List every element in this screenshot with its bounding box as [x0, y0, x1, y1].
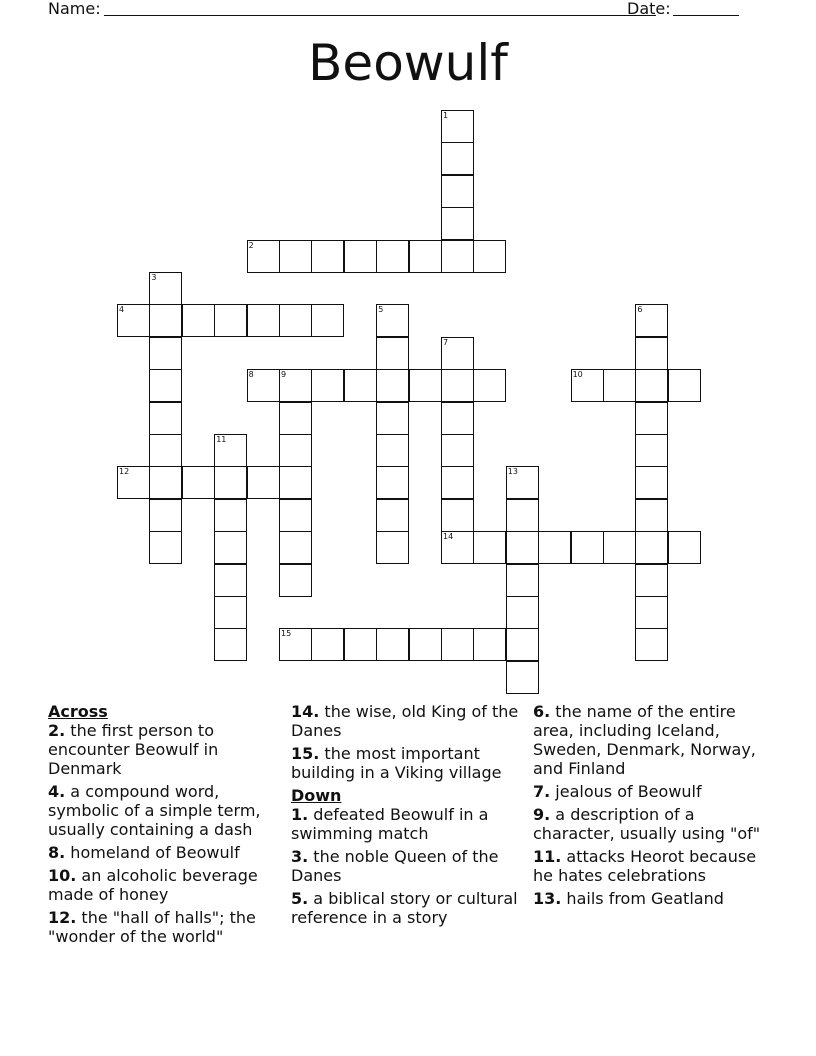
clue-text: defeated Beowulf in a swimming match — [291, 805, 489, 843]
cell-number: 3 — [151, 273, 157, 282]
grid-cell[interactable] — [441, 402, 474, 435]
grid-cell[interactable] — [376, 466, 409, 499]
clue-section-heading: Down — [291, 786, 342, 805]
cell-number: 15 — [281, 629, 292, 639]
clue-text: the "hall of halls"; the "wonder of the world" — [48, 908, 256, 946]
clue-text: the name of the entire area, including Iceland, Sweden, Denmark, Norway, and Finland — [533, 702, 756, 778]
grid-cell[interactable] — [214, 564, 247, 597]
grid-cell[interactable] — [376, 628, 409, 661]
clue-text: jealous of Beowulf — [550, 782, 702, 801]
clue-item — [291, 702, 527, 740]
grid-cell[interactable] — [603, 369, 636, 402]
grid-cell[interactable] — [344, 369, 377, 402]
grid-cell[interactable] — [279, 628, 312, 661]
clue-item — [48, 843, 284, 862]
clue-item — [291, 744, 527, 782]
grid-cell[interactable] — [279, 402, 312, 435]
grid-cell[interactable] — [635, 628, 668, 661]
grid-cell[interactable] — [214, 596, 247, 629]
grid-cell[interactable] — [214, 466, 247, 499]
grid-cell[interactable] — [149, 304, 182, 337]
grid-cell[interactable] — [279, 499, 312, 532]
grid-cell[interactable] — [376, 499, 409, 532]
grid-cell[interactable] — [506, 466, 539, 499]
grid-cell[interactable] — [311, 240, 344, 273]
grid-cell[interactable] — [247, 240, 280, 273]
cell-number: 6 — [637, 305, 643, 315]
grid-cell[interactable] — [473, 369, 506, 402]
name-label: Name: — [48, 0, 101, 18]
clue-number: 9. — [533, 805, 551, 824]
grid-cell[interactable] — [311, 369, 344, 402]
clue-text: hails from Geatland — [561, 889, 724, 908]
grid-cell[interactable] — [279, 531, 312, 564]
clue-number: 15. — [291, 744, 320, 763]
grid-cell[interactable] — [441, 110, 474, 143]
grid-cell[interactable] — [506, 628, 539, 661]
page-title: Beowulf — [308, 34, 508, 92]
grid-cell[interactable] — [149, 272, 182, 305]
grid-cell[interactable] — [441, 369, 474, 402]
cell-number: 4 — [119, 305, 125, 315]
clue-number: 2. — [48, 721, 66, 740]
clue-column-3 — [533, 702, 769, 912]
grid-cell[interactable] — [441, 142, 474, 175]
grid-cell[interactable] — [149, 337, 182, 370]
grid-cell[interactable] — [149, 369, 182, 402]
clue-number: 4. — [48, 782, 66, 801]
clue-item — [291, 847, 527, 885]
clue-text: homeland of Beowulf — [65, 843, 240, 862]
grid-cell[interactable] — [506, 596, 539, 629]
clue-item — [533, 847, 769, 885]
clue-number: 11. — [533, 847, 562, 866]
clue-number: 7. — [533, 782, 551, 801]
grid-cell[interactable] — [506, 531, 539, 564]
grid-cell[interactable] — [214, 531, 247, 564]
clue-item — [48, 908, 284, 946]
grid-cell[interactable] — [635, 337, 668, 370]
grid-cell[interactable] — [506, 564, 539, 597]
grid-cell[interactable] — [668, 369, 701, 402]
grid-cell[interactable] — [279, 434, 312, 467]
grid-cell[interactable] — [376, 402, 409, 435]
cell-number: 1 — [443, 111, 449, 120]
clue-text: a compound word, symbolic of a simple term, usually containing a dash — [48, 782, 261, 839]
grid-cell[interactable] — [376, 434, 409, 467]
grid-cell[interactable] — [538, 531, 571, 564]
grid-cell[interactable] — [668, 531, 701, 564]
grid-cell[interactable] — [441, 434, 474, 467]
cell-number: 13 — [507, 467, 518, 477]
clue-item — [533, 782, 769, 801]
grid-cell[interactable] — [635, 466, 668, 499]
grid-cell[interactable] — [635, 304, 668, 337]
clue-item — [533, 702, 769, 778]
grid-cell[interactable] — [247, 466, 280, 499]
clue-item — [533, 889, 769, 908]
grid-cell[interactable] — [441, 628, 474, 661]
grid-cell[interactable] — [344, 628, 377, 661]
grid-cell[interactable] — [441, 175, 474, 208]
clue-number: 12. — [48, 908, 77, 927]
grid-cell[interactable] — [149, 466, 182, 499]
clue-section-heading: Across — [48, 702, 108, 721]
cell-number: 8 — [248, 370, 254, 380]
grid-cell[interactable] — [182, 466, 215, 499]
cell-number: 12 — [119, 467, 130, 477]
grid-cell[interactable] — [635, 402, 668, 435]
grid-cell[interactable] — [149, 499, 182, 532]
cell-number: 10 — [572, 370, 583, 380]
clue-item — [48, 721, 284, 778]
clue-item — [48, 782, 284, 839]
grid-cell[interactable] — [376, 304, 409, 337]
clue-number: 13. — [533, 889, 562, 908]
grid-cell[interactable] — [376, 240, 409, 273]
clue-number: 1. — [291, 805, 309, 824]
grid-cell[interactable] — [279, 466, 312, 499]
clue-text: the wise, old King of the Danes — [291, 702, 519, 740]
grid-cell[interactable] — [344, 240, 377, 273]
date-label: Date: — [627, 0, 671, 18]
grid-cell[interactable] — [635, 596, 668, 629]
grid-cell[interactable] — [409, 369, 442, 402]
cell-number: 9 — [281, 370, 287, 380]
clue-text: the noble Queen of the Danes — [291, 847, 499, 885]
grid-cell[interactable] — [603, 531, 636, 564]
clue-number: 3. — [291, 847, 309, 866]
grid-cell[interactable] — [247, 304, 280, 337]
grid-cell[interactable] — [635, 531, 668, 564]
grid-cell[interactable] — [214, 304, 247, 337]
clue-text: a description of a character, usually using "of" — [533, 805, 761, 843]
grid-cell[interactable] — [441, 337, 474, 370]
clue-number: 10. — [48, 866, 77, 885]
clue-number: 8. — [48, 843, 66, 862]
clue-number: 14. — [291, 702, 320, 721]
clue-text: the most important building in a Viking village — [291, 744, 502, 782]
grid-cell[interactable] — [441, 531, 474, 564]
date-field-line[interactable] — [673, 15, 739, 16]
clue-item — [291, 889, 527, 927]
grid-cell[interactable] — [117, 466, 150, 499]
grid-cell[interactable] — [214, 628, 247, 661]
clue-item — [533, 805, 769, 843]
grid-cell[interactable] — [441, 240, 474, 273]
grid-cell[interactable] — [149, 402, 182, 435]
grid-cell[interactable] — [635, 369, 668, 402]
grid-cell[interactable] — [279, 240, 312, 273]
grid-cell[interactable] — [279, 564, 312, 597]
grid-cell[interactable] — [635, 434, 668, 467]
grid-cell[interactable] — [409, 240, 442, 273]
clue-number: 5. — [291, 889, 309, 908]
grid-cell[interactable] — [279, 304, 312, 337]
grid-cell[interactable] — [506, 499, 539, 532]
grid-cell[interactable] — [506, 661, 539, 694]
grid-cell[interactable] — [409, 628, 442, 661]
grid-cell[interactable] — [441, 499, 474, 532]
grid-cell[interactable] — [182, 304, 215, 337]
worksheet-header — [48, 0, 748, 20]
grid-cell[interactable] — [214, 499, 247, 532]
grid-cell[interactable] — [149, 434, 182, 467]
grid-cell[interactable] — [473, 240, 506, 273]
grid-cell[interactable] — [571, 369, 604, 402]
grid-cell[interactable] — [247, 369, 280, 402]
grid-cell[interactable] — [376, 531, 409, 564]
cell-number: 2 — [248, 240, 254, 250]
clue-item — [291, 805, 527, 843]
grid-cell[interactable] — [473, 628, 506, 661]
grid-cell[interactable] — [117, 304, 150, 337]
grid-cell[interactable] — [311, 304, 344, 337]
grid-cell[interactable] — [376, 337, 409, 370]
grid-cell[interactable] — [149, 531, 182, 564]
cell-number: 11 — [216, 435, 227, 444]
grid-cell[interactable] — [311, 628, 344, 661]
clue-text: the first person to encounter Beowulf in Denmark — [48, 721, 219, 778]
grid-cell[interactable] — [441, 207, 474, 240]
grid-cell[interactable] — [214, 434, 247, 467]
grid-cell[interactable] — [376, 369, 409, 402]
grid-cell[interactable] — [473, 531, 506, 564]
clue-item — [48, 866, 284, 904]
grid-cell[interactable] — [635, 564, 668, 597]
clue-text: a biblical story or cultural reference in a story — [291, 889, 518, 927]
cell-number: 7 — [443, 337, 449, 347]
name-field-line[interactable] — [104, 15, 656, 16]
clue-number: 6. — [533, 702, 551, 721]
cell-number: 5 — [378, 305, 384, 315]
clue-text: attacks Heorot because he hates celebrations — [533, 847, 757, 885]
grid-cell[interactable] — [279, 369, 312, 402]
grid-cell[interactable] — [571, 531, 604, 564]
grid-cell[interactable] — [441, 466, 474, 499]
cell-number: 14 — [443, 532, 454, 542]
clue-text: an alcoholic beverage made of honey — [48, 866, 258, 904]
grid-cell[interactable] — [635, 499, 668, 532]
clue-column-1 — [48, 702, 284, 950]
clue-column-2 — [291, 702, 527, 931]
